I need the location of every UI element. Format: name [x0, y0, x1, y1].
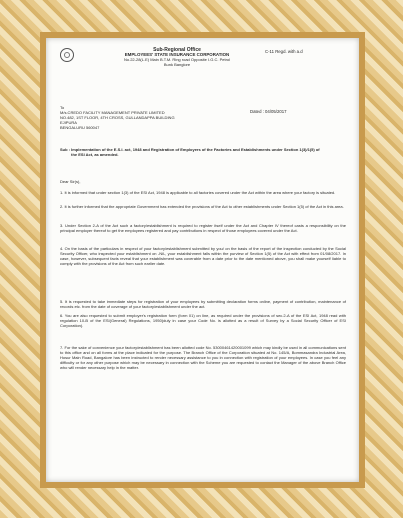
office-address: No.22-28(L.E) Main B.T.M. Ring road Opposite I.G.C. Petrol — [123, 56, 231, 62]
paragraph: 6. You are also requested to submit employer's registration form (form 01) on line, as required under the provisions of sec.2-A of the ESI Act, 1948 read with regulation 10-B of the ESI(General) Regulations, 1950(duly in case your Code No. is allotted as a result of Survey by a Social Security Officer of ESI Corporation). — [60, 313, 346, 328]
recipient-name: M/s.CREDO FACILITY MANAGEMENT PRIVATE LIMITED — [60, 109, 165, 115]
office-city: Bunk Banglore — [163, 61, 191, 67]
paragraph: 5. It is requested to take immediate steps for registration of your employees by submitting declaration forms online, payment of contribution, maintenance of records etc. from the date of coverage of your factory/establishment under the act. — [60, 299, 346, 309]
subject-text: Implementation of the E.S.I. act, 1948 and Registration of Employers of the Factories and Establishments under Section 1(3)/1(5) of the ESI Act, as amended. — [71, 147, 320, 157]
letterhead — [82, 48, 272, 68]
subject-label: Sub : — [60, 147, 70, 152]
greeting: Dear Sir(s), — [60, 179, 81, 184]
office-name: Sub-Regional Office — [153, 47, 201, 53]
reference-number: C-11 Regd. with a.d — [265, 49, 303, 54]
paragraph: 7. For the sake of convenience your factory/establishment has been allotted code No. 53000461420001099 which may kindly be used in all communications sent to this office and on all forms at the place indicated for the purpose. The Branch Office of the Corporation situated at No. 145/A, Bommasandra Industrial Area, Hosur Main Road, Bangalore has been instructed to render necessary assistance to you in connection with registration of your employees. In case you feel any difficulty or for any other purpose which may be necessary in connection with the Scheme you are requested to contact the Manager of the above Branch Office who will render necessary help in the matter. — [60, 345, 346, 370]
esic-emblem-icon — [60, 48, 74, 62]
to-label: To — [60, 105, 65, 110]
organization-name: EMPLOYEES' STATE INSURANCE CORPORATION — [124, 51, 230, 57]
recipient-address-line: EJIPURA — [60, 119, 77, 125]
recipient-block — [60, 106, 346, 131]
paragraph: 3. Under Section 2-A of the Act such a factory/establishment is required to register itself under the Act and Chapter IV thereof casts a responsibility on the principal employer thereof to get the employees registered and pay contributions in respect of those employees covered under the Act. — [60, 223, 346, 233]
letter-date: Dated : 04/05/2017 — [250, 109, 287, 114]
paragraph: 2. It is further informed that the appropriate Government has extended the provisions of the Act to other establishments under Section 1(5) of the Act in this area. — [60, 204, 344, 209]
recipient-address-line: NO.482, 1ST FLOOR, 4TH CROSS, GULLANDAPPA BUILDING — [60, 114, 175, 120]
paragraph: 4. On the basis of the particulars in respect of your factory/establishment submitted by you/ on the basis of the report of the inspection conducted by the Social Security Officer, who inspected your establishment on -Nil-, your establishment falls within the purview of Section 1(5) of the Act with effect from 01/08/2017. In case, however, subsequent facts reveal that your establishment was coverable from a date prior to the date mentioned above, you shall make yourself liable to comply with the provisions of the Act from such earlier date. — [60, 246, 346, 266]
paragraph: 1. It is informed that under section 1(3) of the ESI Act, 1948 is applicable to all factories covered under the Act within the area where your factory is situated. — [60, 190, 336, 195]
subject-block — [60, 148, 346, 158]
recipient-address-line: BENGALURU 560047 — [60, 124, 100, 130]
letter-page — [46, 38, 359, 482]
